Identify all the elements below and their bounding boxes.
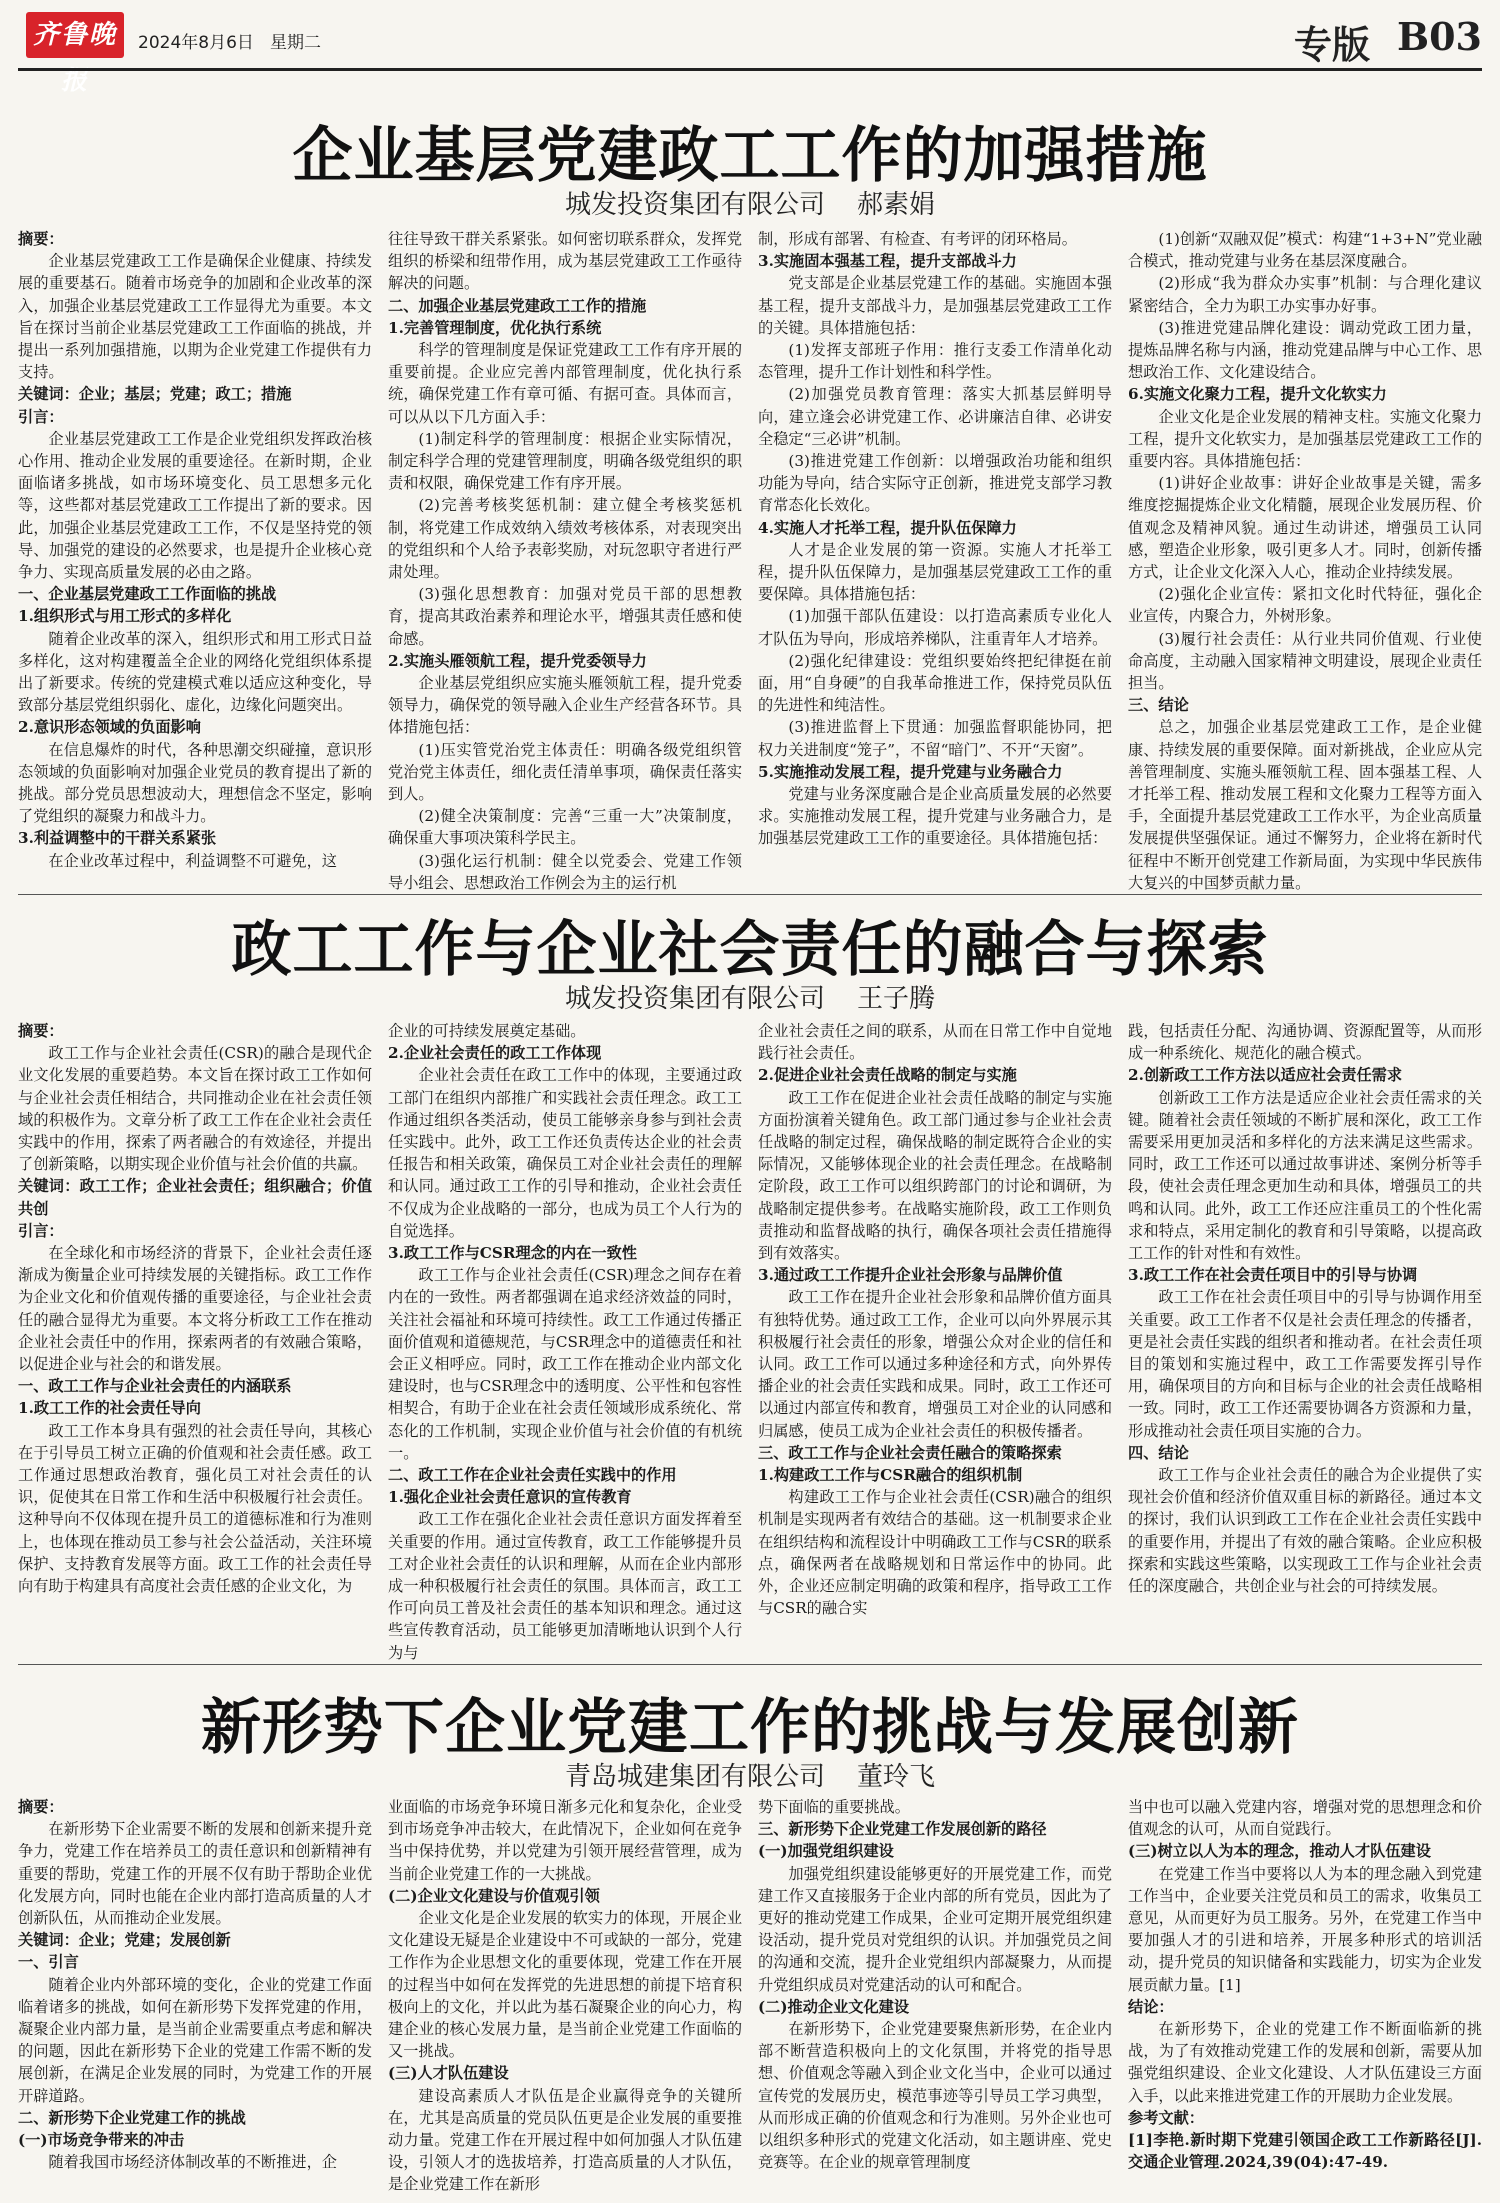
body-paragraph: (1)制定科学的管理制度：根据企业实际情况，制定科学合理的党建管理制度，明确各级党组织的职责和权限，确保党建工作有序开展。: [388, 429, 742, 493]
body-paragraph: 践，包括责任分配、沟通协调、资源配置等，从而形成一种系统化、规范化的融合模式。: [1128, 1022, 1482, 1063]
byline-author: 郝素娟: [857, 190, 936, 220]
header-rule: [18, 68, 1482, 71]
body-paragraph: 政工工作与企业社会责任(CSR)的融合是现代企业文化发展的重要趋势。本文旨在探讨政工工作如何与企业社会责任相结合，共同推动企业在社会责任领域的积极作为。文章分析了政工工作在企业社会责任实践中的作用，探索了两者融合的有效途径，并提出了创新策略，以期实现企业价值与社会价值的共赢。: [18, 1044, 372, 1174]
page-number: B03: [1397, 14, 1482, 59]
text-column: [18, 228, 372, 892]
subsection-heading: 1.组织形式与用工形式的多样化: [18, 607, 232, 626]
body-paragraph: 制，形成有部署、有检查、有考评的闭环格局。: [758, 230, 1077, 248]
byline-company: 城发投资集团有限公司: [564, 984, 825, 1014]
text-column: [1128, 1796, 1482, 2196]
article-body: [18, 1796, 1482, 2196]
article-byline: [18, 184, 1482, 221]
body-paragraph: 往往导致干群关系紧张。如何密切联系群众，发挥党组织的桥梁和纽带作用，成为基层党建政工工作亟待解决的问题。: [388, 230, 742, 293]
subsection-heading: 1.构建政工工作与CSR融合的组织机制: [758, 1466, 1023, 1485]
text-column: [758, 1796, 1112, 2196]
subsection-heading: 1.政工工作的社会责任导向: [18, 1399, 201, 1418]
body-paragraph: 构建政工工作与企业社会责任(CSR)融合的组织机制是实现两者有效结合的基础。这一机制要求企业在组织结构和流程设计中明确政工工作与CSR的联系点，确保两者在战略规划和日常运作中的协同。此外，企业还应制定明确的政策和程序，指导政工工作与CSR的融合实: [758, 1488, 1112, 1618]
subsection-heading: 3.实施固本强基工程，提升支部战斗力: [758, 252, 1017, 271]
body-paragraph: 政工工作在强化企业社会责任意识方面发挥着至关重要的作用。通过宣传教育，政工工作能够提升员工对企业社会责任的认识和理解，从而在企业内部形成一种积极履行社会责任的氛围。具体而言，政工工作可向员工普及社会责任的基本知识和理念。通过这些宣传教育活动，员工能够更加清晰地认识到个人行为与: [388, 1510, 742, 1662]
body-paragraph: (3)推进监督上下贯通：加强监督职能协同，把权力关进制度“笼子”，不留“暗门”、不开“天窗”。: [758, 718, 1112, 759]
body-paragraph: 政工工作在促进企业社会责任战略的制定与实施方面扮演着关键角色。政工部门通过参与企业社会责任战略的制定过程，确保战略的制定既符合企业的实际情况，又能够体现企业的社会责任理念。在战略制定阶段，政工工作可以组织跨部门的讨论和调研，为战略制定提供参考。在战略实施阶段，政工工作则负责推动和监督战略的执行，确保各项社会责任措施得到有效落实。: [758, 1088, 1112, 1263]
text-column: [388, 228, 742, 892]
body-paragraph: 政工工作在社会责任项目中的引导与协调作用至关重要。政工工作者不仅是社会责任理念的传播者，更是社会责任实践的组织者和推动者。在社会责任项目的策划和实施过程中，政工工作需要发挥引导作用，确保项目的方向和目标与企业的社会责任战略相一致。同时，政工工作还需要协调各方资源和力量，形成推动社会责任项目实施的合力。: [1128, 1288, 1482, 1440]
section-heading: 二、加强企业基层党建政工工作的措施: [388, 296, 647, 315]
body-paragraph: (1)发挥支部班子作用：推行支委工作清单化动态管理，提升工作计划性和科学性。: [758, 341, 1112, 382]
body-paragraph: 总之，加强企业基层党建政工工作，是企业健康、持续发展的重要保障。面对新挑战，企业应从完善管理制度、实施头雁领航工程、固本强基工程、人才托举工程、推动发展工程和文化聚力工程等方面入手，全面提升基层党建政工工作水平，为企业高质量发展提供坚强保证。通过不懈努力，企业将在新时代征程中不断开创党建工作新局面，为实现中华民族伟大复兴的中国梦贡献力量。: [1128, 718, 1482, 892]
subsection-heading: 2.促进企业社会责任战略的制定与实施: [758, 1066, 1017, 1085]
section-label-text: 摘要：: [18, 1798, 64, 1816]
body-paragraph: (2)形成“我为群众办实事”机制：与合理化建议紧密结合，全力为职工办实事办好事。: [1128, 274, 1482, 315]
body-paragraph: (1)讲好企业故事：讲好企业故事是关键，需多维度挖掘提炼企业文化精髓，展现企业发展历程、价值观念及精神风貌。通过生动讲述，增强员工认同感，塑造企业形象，吸引更多人才。同时，创新传播方式，让企业文化深入人心，推动企业持续发展。: [1128, 474, 1482, 582]
body-paragraph: 党建与业务深度融合是企业高质量发展的必然要求。实施推动发展工程，提升党建与业务融合力，是加强基层党建政工工作的重要途径。具体措施包括：: [758, 785, 1112, 848]
section-label-text: 摘要：: [18, 1022, 64, 1040]
subsection-heading: (二)企业文化建设与价值观引领: [388, 1886, 600, 1905]
section-label-text: 引言：: [18, 1221, 64, 1240]
body-paragraph: 党支部是企业基层党建工作的基础。实施固本强基工程，提升支部战斗力，是加强基层党建政工工作的关键。具体措施包括：: [758, 274, 1112, 337]
body-paragraph: 在党建工作当中要将以人为本的理念融入到党建工作当中，企业要关注党员和员工的需求，收集员工意见，从而更好为员工服务。另外，在党建工作当中要加强人才的引进和培养，开展多种形式的培训活动，提升党员的知识储备和实践能力，切实为企业发展贡献力量。[1]: [1128, 1864, 1482, 1994]
article-title: 政工工作与企业社会责任的融合与探索: [231, 915, 1269, 985]
article-3: [18, 1680, 1482, 2194]
subsection-heading: 1.强化企业社会责任意识的宣传教育: [388, 1488, 632, 1507]
subsection-heading: (一)市场竞争带来的冲击: [18, 2131, 185, 2150]
article-2: [18, 902, 1482, 1662]
body-paragraph: (2)强化企业宣传：紧扣文化时代特征，强化企业宣传，内聚合力，外树形象。: [1128, 585, 1482, 626]
article-divider: [18, 1664, 1482, 1665]
byline-author: 董玲飞: [857, 1762, 936, 1792]
body-paragraph: 在全球化和市场经济的背景下，企业社会责任逐渐成为衡量企业可持续发展的关键指标。政工工作作为企业文化和价值观传播的重要途径，与企业社会责任的融合显得尤为重要。本文将分析政工工作在推动企业社会责任中的作用，探索两者的有效融合策略，以促进企业与社会的和谐发展。: [18, 1244, 372, 1374]
section-heading: 三、新形势下企业党建工作发展创新的路径: [758, 1820, 1047, 1839]
subsection-heading: 4.实施人才托举工程，提升队伍保障力: [758, 518, 1017, 537]
section-heading: 四、结论: [1128, 1443, 1189, 1462]
subsection-heading: (三)人才队伍建设: [388, 2064, 509, 2083]
body-paragraph: 业面临的市场竞争环境日渐多元化和复杂化，企业受到市场竞争冲击较大，在此情况下，企业如何在竞争当中保持优势，并以党建为引领开展经营管理，成为当前企业党建工作的一大挑战。: [388, 1798, 742, 1883]
body-paragraph: 企业基层党建政工工作是确保企业健康、持续发展的重要基石。随着市场竞争的加剧和企业改革的深入，加强企业基层党建政工工作显得尤为重要。本文旨在探讨当前企业基层党建政工工作面临的挑战，并提出一系列加强措施，以期为企业党建工作提供有力支持。: [18, 252, 372, 382]
body-paragraph: 在新形势下企业需要不断的发展和创新来提升竞争力，党建工作在培养员工的责任意识和创新精神有重要的帮助，党建工作的开展不仅有助于帮助企业优化发展方向，同时也能在企业内部打造高质量的人才创新队伍，从而推动企业发展。: [18, 1820, 372, 1928]
section-label-text: 关键词：政工工作；企业社会责任；组织融合；价值共创: [18, 1177, 372, 1218]
body-paragraph: 建设高素质人才队伍是企业赢得竞争的关键所在，尤其是高质量的党员队伍更是企业发展的重要推动力量。党建工作在开展过程中如何加强人才队伍建设，引领人才的选拔培养，打造高质量的人才队伍，是企业党建工作在新形: [388, 2086, 742, 2194]
newspaper-logo: 齐鲁晚报: [26, 12, 124, 58]
body-paragraph: 企业社会责任在政工工作中的体现，主要通过政工部门在组织内部推广和实践社会责任理念。政工工作通过组织各类活动，使员工能够亲身参与到社会责任实践中。此外，政工工作还负责传达企业的社会责任报告和相关政策，确保员工对企业社会责任的理解和认同。通过政工工作的引导和推动，企业社会责任不仅成为企业战略的一部分，也成为员工个人行为的自觉选择。: [388, 1066, 742, 1240]
body-paragraph: 随着企业改革的深入，组织形式和用工形式日益多样化，这对构建覆盖全企业的网络化党组织体系提出了新要求。传统的党建模式难以适应这种变化，导致部分基层党组织弱化、虚化，边缘化问题突出。: [18, 629, 372, 715]
body-paragraph: 随着我国市场经济体制改革的不断推进，企: [48, 2153, 337, 2172]
article-byline: [18, 978, 1482, 1015]
article-body: [18, 228, 1482, 892]
body-paragraph: (3)推进党建工作创新：以增强政治功能和组织功能为导向，结合实际守正创新，推进党支部学习教育常态化长效化。: [758, 452, 1112, 515]
body-paragraph: (3)强化思想教育：加强对党员干部的思想教育，提高其政治素养和理论水平，增强其责任感和使命感。: [388, 585, 742, 648]
body-paragraph: (2)强化纪律建设：党组织要始终把纪律挺在前面，用“自身硬”的自我革命推进工作，保持党员队伍的先进性和纯洁性。: [758, 651, 1112, 715]
subsection-heading: 5.实施推动发展工程，提升党建与业务融合力: [758, 762, 1063, 781]
subsection-heading: (二)推动企业文化建设: [758, 1997, 910, 2016]
body-paragraph: 在信息爆炸的时代，各种思潮交织碰撞，意识形态领域的负面影响对加强企业党员的教育提出了新的挑战。部分党员思想波动大，理想信念不坚定，影响了党组织的凝聚力和战斗力。: [18, 740, 372, 826]
body-paragraph: 加强党组织建设能够更好的开展党建工作，而党建工作又直接服务于企业内部的所有党员，因此为了更好的推动党建工作成果，企业可定期开展党组织建设活动，提升党员对党组织的认识。并加强党员之间的沟通和交流，提升企业党组织内部凝聚力，从而提升党组织成员对党建活动的认可和配合。: [758, 1864, 1112, 1994]
body-paragraph: (3)推进党建品牌化建设：调动党政工团力量，提炼品牌名称与内涵，推动党建品牌与中心工作、思想政治工作、文化建设结合。: [1128, 318, 1482, 382]
body-paragraph: 企业文化是企业发展的软实力的体现，开展企业文化建设无疑是企业建设中不可或缺的一部分，党建工作作为企业思想文化的重要体现，党建工作在开展的过程当中如何在发挥党的先进思想的前提下培育积极向上的文化，并以此为基石凝聚企业的向心力，构建企业的核心发展力量，是当前企业党建工作面临的又一挑战。: [388, 1909, 742, 2061]
subsection-heading: (三)树立以人为本的理念，推动人才队伍建设: [1128, 1842, 1431, 1861]
issue-weekday: 星期二: [270, 33, 321, 53]
body-paragraph: 企业社会责任之间的联系，从而在日常工作中自觉地践行社会责任。: [758, 1022, 1112, 1063]
body-paragraph: 政工工作在提升企业社会形象和品牌价值方面具有独特优势。通过政工工作，企业可以向外界展示其积极履行社会责任的形象，增强公众对企业的信任和认同。政工工作可以通过多种途径和方式，向外界传播企业的社会责任实践和成果。同时，政工工作还可以通过内部宣传和教育，增强员工对企业的认同感和归属感，使员工成为企业社会责任的积极传播者。: [758, 1288, 1112, 1440]
body-paragraph: 在新形势下，企业的党建工作不断面临新的挑战，为了有效推动党建工作的发展和创新，需要从加强党组织建设、企业文化建设、人才队伍建设三方面入手，以此来推进党建工作的开展助力企业发展。: [1128, 2020, 1482, 2105]
section-heading: 一、企业基层党建政工工作面临的挑战: [18, 585, 277, 604]
body-paragraph: (1)加强干部队伍建设：以打造高素质专业化人才队伍为导向，形成培养梯队，注重青年人才培养。: [758, 607, 1112, 648]
byline-author: 王子腾: [857, 984, 936, 1014]
text-column: [388, 1796, 742, 2196]
subsection-heading: 2.企业社会责任的政工工作体现: [388, 1044, 602, 1063]
article-divider: [18, 894, 1482, 895]
article-title: 新形势下企业党建工作的挑战与发展创新: [201, 1693, 1299, 1763]
section-heading: 二、新形势下企业党建工作的挑战: [18, 2108, 246, 2127]
body-paragraph: 势下面临的重要挑战。: [758, 1798, 910, 1816]
article-title: 企业基层党建政工工作的加强措施: [292, 121, 1208, 191]
subsection-heading: 2.意识形态领域的负面影响: [18, 718, 201, 737]
subsection-heading: 1.完善管理制度，优化执行系统: [388, 318, 602, 337]
text-column: [18, 1020, 372, 1652]
subsection-heading: 6.实施文化聚力工程，提升文化软实力: [1128, 385, 1387, 404]
body-paragraph: 政工工作与企业社会责任的融合为企业提供了实现社会价值和经济价值双重目标的新路径。通过本文的探讨，我们认识到政工工作在企业社会责任实践中的重要作用，并提出了有效的融合策略。企业应积极探索和实践这些策略，以实现政工工作与企业社会责任的深度融合，共创企业与社会的可持续发展。: [1128, 1466, 1482, 1596]
body-paragraph: 随着企业内外部环境的变化，企业的党建工作面临着诸多的挑战，如何在新形势下发挥党建的作用，凝聚企业内部力量，是当前企业需要重点考虑和解决的问题，因此在新形势下企业的党建工作需不断的发展创新，在满足企业发展的同时，为党建工作的开展开辟道路。: [18, 1975, 372, 2105]
issue-date: 2024年8月6日: [138, 33, 254, 53]
article-1: [18, 108, 1482, 892]
body-paragraph: 当中也可以融入党建内容，增强对党的思想理念和价值观念的认可，从而自觉践行。: [1128, 1798, 1482, 1839]
subsection-heading: 3.政工工作与CSR理念的内在一致性: [388, 1244, 637, 1263]
subsection-heading: (一)加强党组织建设: [758, 1842, 894, 1861]
body-paragraph: 企业基层党组织应实施头雁领航工程，提升党委领导力，确保党的领导融入企业生产经营各环节。具体措施包括：: [388, 674, 742, 737]
body-paragraph: (3)强化运行机制：健全以党委会、党建工作领导小组会、思想政治工作例会为主的运行机: [388, 851, 742, 892]
section-heading: 三、结论: [1128, 696, 1189, 715]
body-paragraph: (2)健全决策制度：完善“三重一大”决策制度，确保重大事项决策科学民主。: [388, 807, 742, 848]
body-paragraph: 企业基层党建政工工作是企业党组织发挥政治核心作用、推动企业发展的重要途径。在新时期，企业面临诸多挑战，如市场环境变化、员工思想多元化等，这些都对基层党建政工工作提出了新的要求。因此，加强企业基层党建政工工作，不仅是坚持党的领导、加强党的建设的必然要求，也是提升企业核心竞争力、实现高质量发展的必由之路。: [18, 429, 372, 582]
body-paragraph: 政工工作与企业社会责任(CSR)理念之间存在着内在的一致性。两者都强调在追求经济效益的同时，关注社会福祉和环境可持续性。政工工作通过传播正面价值观和道德规范，与CSR理念中的道德责任和社会正义相呼应。同时，政工工作在推动企业内部文化建设时，也与CSR理念中的透明度、公平性和包容性相契合，有助于企业在社会责任领域形成系统化、常态化的工作机制，实现企业价值与社会价值的有机统一。: [388, 1266, 742, 1462]
body-paragraph: (1)创新“双融双促”模式：构建“1+3+N”党业融合模式，推动党建与业务在基层深度融合。: [1128, 230, 1482, 271]
section-heading: 一、引言: [18, 1953, 79, 1972]
section-label: 专版: [1293, 22, 1370, 67]
section-heading: 一、政工工作与企业社会责任的内涵联系: [18, 1377, 292, 1396]
text-column: [1128, 228, 1482, 892]
section-label-text: 关键词：企业；基层；党建；政工；措施: [18, 385, 292, 404]
article-body: [18, 1020, 1482, 1662]
subsection-heading: 3.利益调整中的干群关系紧张: [18, 829, 217, 848]
body-paragraph: 在新形势下，企业党建要聚焦新形势，在企业内部不断营造积极向上的文化氛围，并将党的指导思想、价值观念等融入到企业文化当中，企业可以通过宣传党的发展历史，模范事迹等引导员工学习典型，从而形成正确的价值观念和行为准则。另外企业也可以组织多种形式的党建文化活动，如主题讲座、党史竞赛等。在企业的规章管理制度: [758, 2020, 1112, 2172]
section-heading: 二、政工工作在企业社会责任实践中的作用: [388, 1466, 677, 1485]
masthead: [0, 0, 1500, 96]
section-label-text: 结论：: [1128, 1997, 1174, 2016]
subsection-heading: 2.实施头雁领航工程，提升党委领导力: [388, 651, 647, 670]
section-label-text: 关键词：企业；党建；发展创新: [18, 1931, 231, 1950]
section-heading: 三、政工工作与企业社会责任融合的策略探索: [758, 1443, 1062, 1462]
subsection-heading: 3.通过政工工作提升企业社会形象与品牌价值: [758, 1266, 1063, 1285]
section-label-text: [1]李艳.新时期下党建引领国企政工工作新路径[J].交通企业管理.2024,39(04):47-49.: [1128, 2131, 1482, 2172]
body-paragraph: 创新政工工作方法是适应企业社会责任需求的关键。随着社会责任领域的不断扩展和深化，政工工作需要采用更加灵活和多样化的方法来满足这些需求。同时，政工工作还可以通过故事讲述、案例分析等手段，使社会责任理念更加生动和具体，增强员工的共鸣和认同。此外，政工工作还应注重员工的个性化需求和特点，采用定制化的教育和引导策略，以提高政工工作的针对性和有效性。: [1128, 1088, 1482, 1263]
body-paragraph: (3)履行社会责任：从行业共同价值观、行业使命高度，主动融入国家精神文明建设，展现企业责任担当。: [1128, 629, 1482, 693]
text-column: [18, 1796, 372, 2196]
body-paragraph: (2)完善考核奖惩机制：建立健全考核奖惩机制，将党建工作成效纳入绩效考核体系，对表现突出的党组织和个人给予表彰奖励，对玩忽职守者进行严肃处理。: [388, 496, 742, 582]
subsection-heading: 3.政工工作在社会责任项目中的引导与协调: [1128, 1266, 1418, 1285]
body-paragraph: (2)加强党员教育管理：落实大抓基层鲜明导向，建立逢会必讲党建工作、必讲廉洁自律、必讲安全稳定“三必讲”机制。: [758, 385, 1112, 448]
article-byline: [18, 1756, 1482, 1793]
byline-company: 城发投资集团有限公司: [564, 190, 825, 220]
body-paragraph: 科学的管理制度是保证党建政工工作有序开展的重要前提。企业应完善内部管理制度，优化执行系统，确保党建工作有章可循、有据可查。具体而言，可以从以下几方面入手：: [388, 341, 742, 426]
body-paragraph: 在企业改革过程中，利益调整不可避免，这: [48, 851, 337, 870]
text-column: [758, 1020, 1112, 1652]
subsection-heading: 2.创新政工工作方法以适应社会责任需求: [1128, 1066, 1403, 1085]
byline-company: 青岛城建集团有限公司: [564, 1762, 825, 1792]
text-column: [388, 1020, 742, 1662]
text-column: [758, 228, 1112, 892]
body-paragraph: 企业文化是企业发展的精神支柱。实施文化聚力工程，提升文化软实力，是加强基层党建政工工作的重要内容。具体措施包括：: [1128, 407, 1482, 471]
section-label-text: 引言：: [18, 407, 64, 426]
body-paragraph: 企业的可持续发展奠定基础。: [388, 1022, 586, 1040]
body-paragraph: 人才是企业发展的第一资源。实施人才托举工程，提升队伍保障力，是加强基层党建政工工作的重要保障。具体措施包括：: [758, 540, 1112, 604]
section-label-text: 摘要：: [18, 230, 64, 248]
section-label-text: 参考文献：: [1128, 2108, 1204, 2127]
body-paragraph: (1)压实管党治党主体责任：明确各级党组织管党治党主体责任，细化责任清单事项，确保责任落实到人。: [388, 740, 742, 804]
body-paragraph: 政工工作本身具有强烈的社会责任导向，其核心在于引导员工树立正确的价值观和社会责任感。政工工作通过思想政治教育，强化员工对社会责任的认识，促使其在日常工作和生活中积极履行社会责任。这种导向不仅体现在提升员工的道德标准和行为准则上，也体现在推动员工参与社会公益活动，关注环境保护、支持教育发展等方面。政工工作的社会责任导向有助于构建具有高度社会责任感的企业文化，为: [18, 1421, 372, 1596]
text-column: [1128, 1020, 1482, 1652]
